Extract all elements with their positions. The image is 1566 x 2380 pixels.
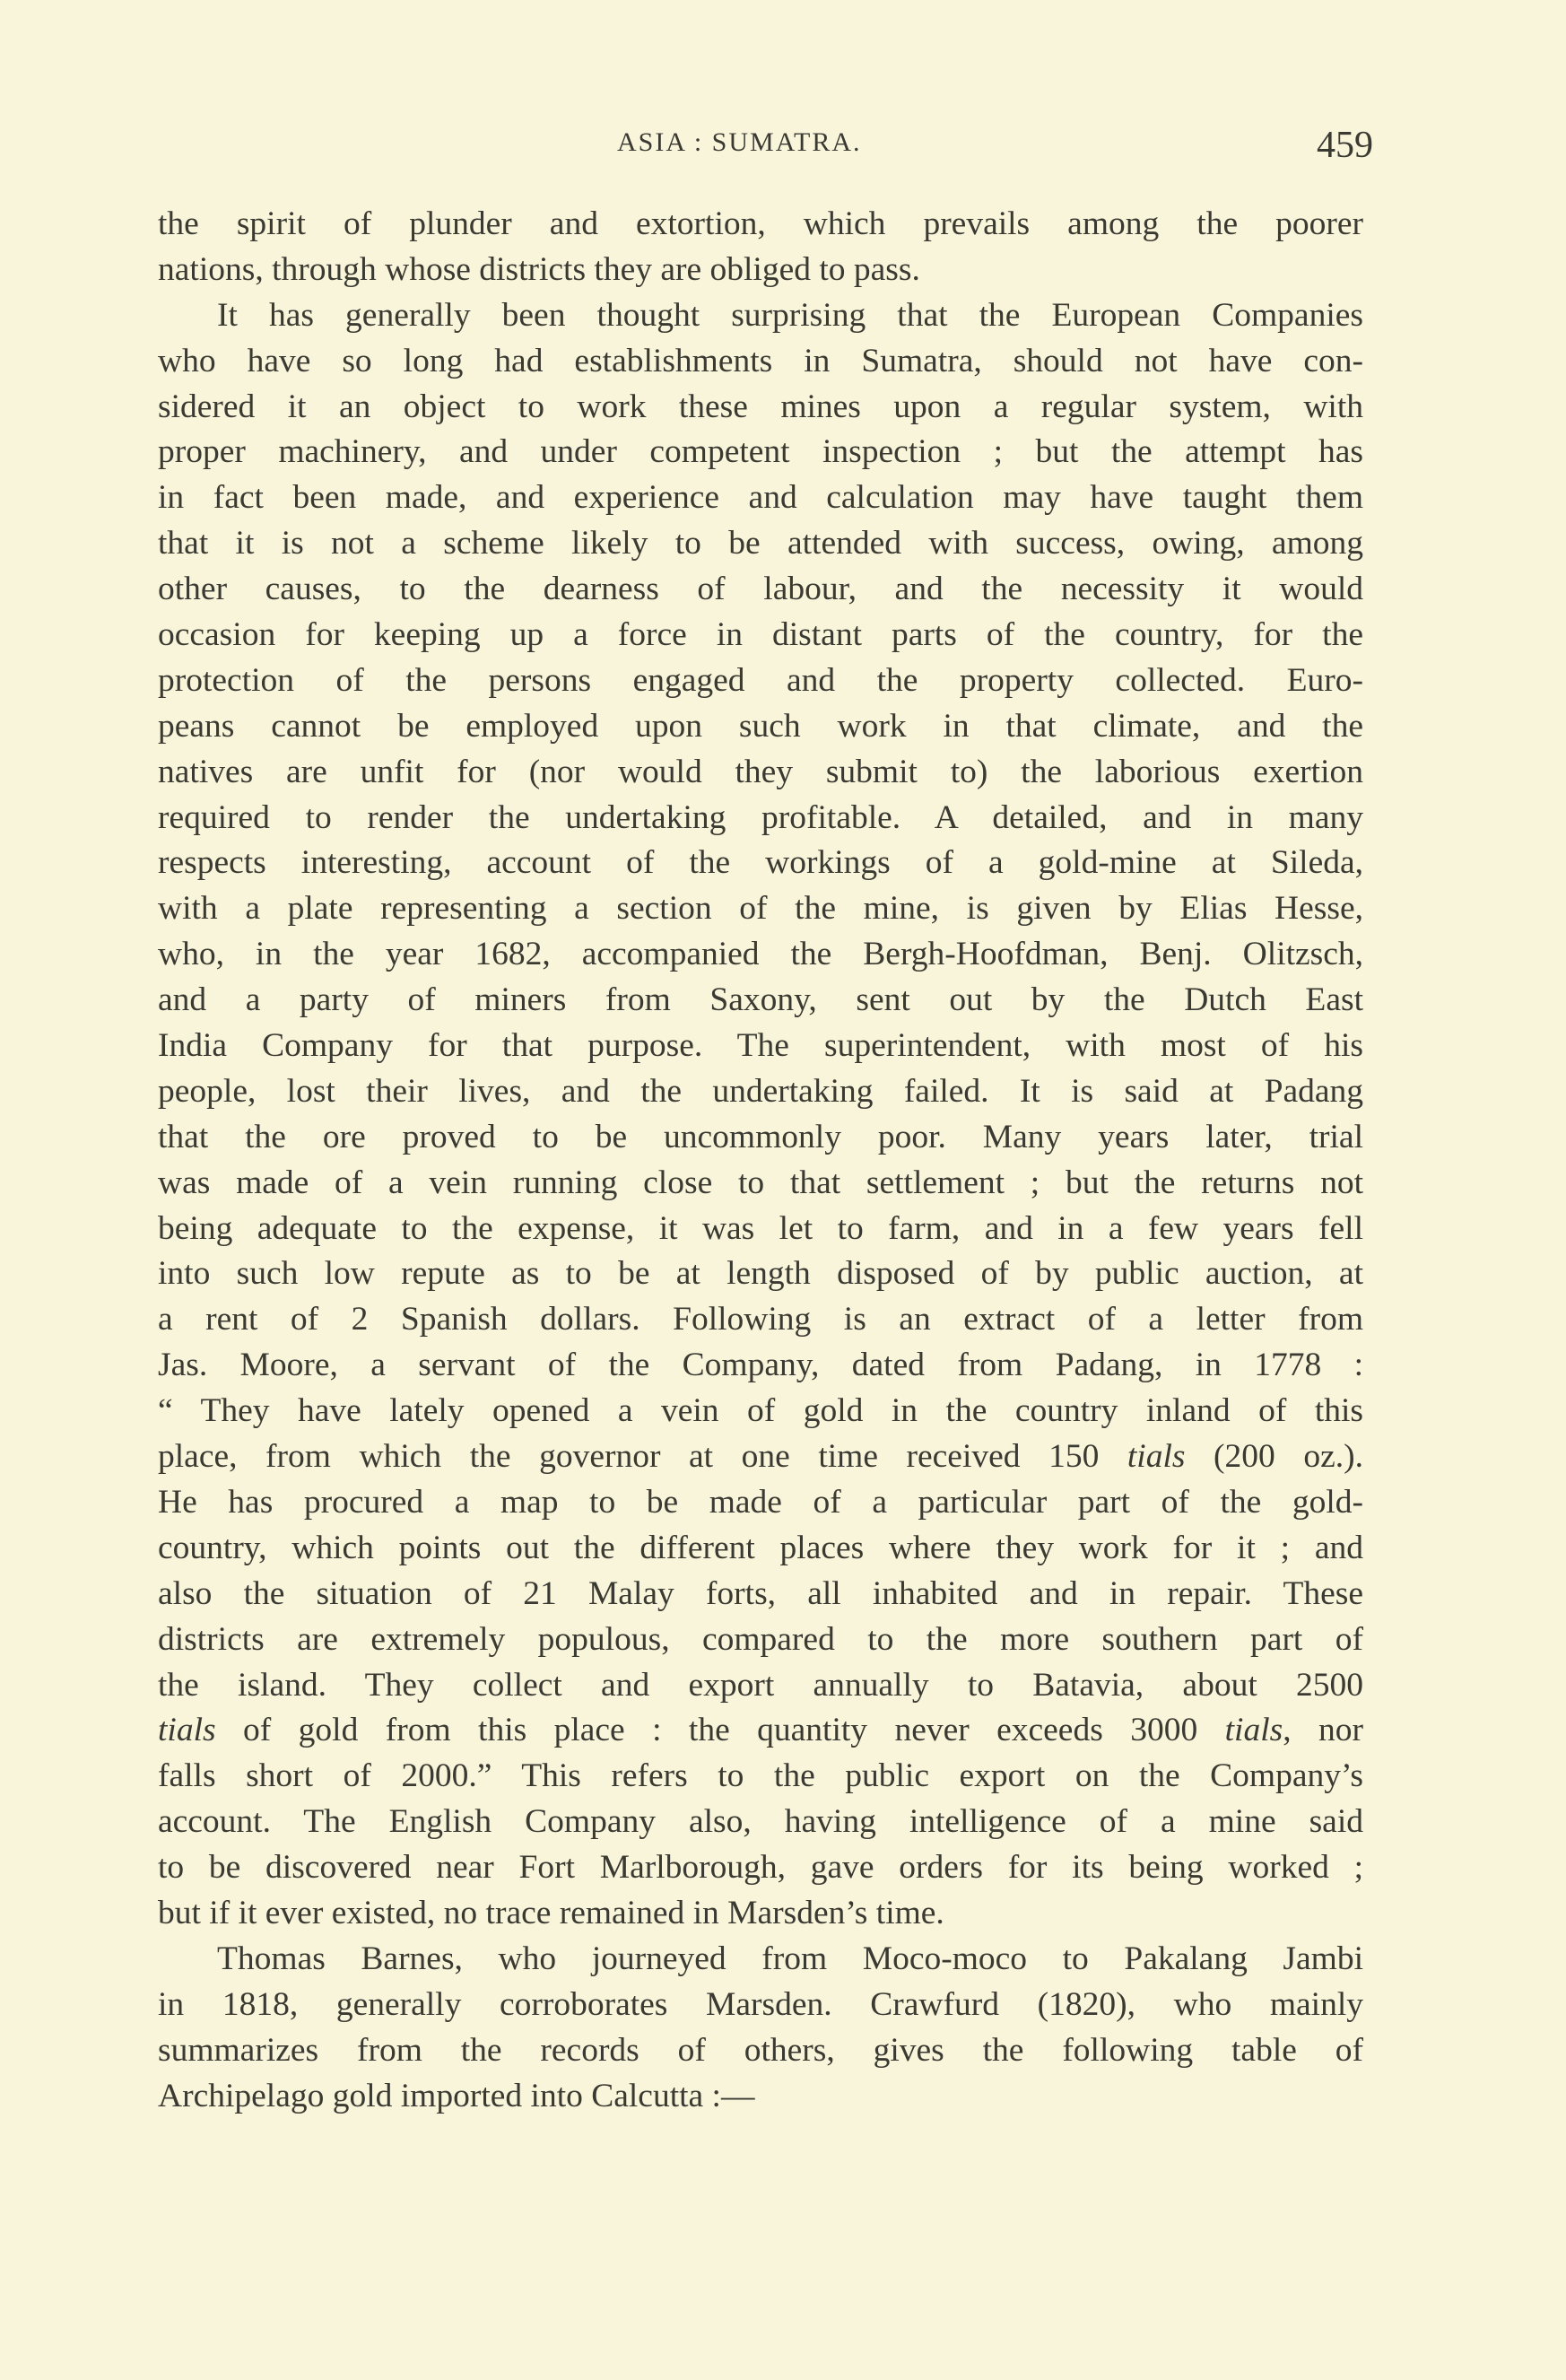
text-line: Archipelago gold imported into Calcutta :— [158,2077,755,2114]
text-line: districts are extremely populous, compared to the more southern part of [158,1620,1363,1658]
text-line: who have so long had establishments in Sumatra, should not have con- [158,342,1363,379]
text-line: who, in the year 1682, accompanied the Bergh-Hoofdman, Benj. Olitzsch, [158,936,1363,973]
text-line: being adequate to the expense, it was let to farm, and in a few years fell [158,1209,1363,1247]
text-line: proper machinery, and under competent inspection ; but the attempt has [158,433,1363,471]
text-line: Jas. Moore, a servant of the Company, dated from Padang, in 1778 : [158,1347,1363,1384]
text-run: (200 oz.). [1185,1438,1363,1476]
text-line: He has procured a map to be made of a particular part of the gold- [158,1483,1363,1521]
text-line: but if it ever existed, no trace remained in Marsden’s time. [158,1894,944,1931]
text-line: that the ore proved to be uncommonly poor. Many years later, trial [158,1118,1363,1155]
text-line [158,1708,1363,1754]
text-line: in fact been made, and experience and calculation may have taught them [158,479,1363,517]
text-line: was made of a vein running close to that settlement ; but the returns not [158,1164,1363,1201]
italic-term: tials [1224,1712,1283,1749]
text-line: India Company for that purpose. The superintendent, with most of his [158,1027,1363,1065]
text-line: people, lost their lives, and the undertaking failed. It is said at Padang [158,1072,1363,1110]
text-line: in 1818, generally corroborates Marsden. Crawfurd (1820), who mainly [158,1985,1363,2023]
text-line: natives are unfit for (nor would they submit to) the laborious exertion [158,753,1363,790]
text-line: falls short of 2000.” This refers to the public export on the Company’s [158,1757,1363,1795]
text-line: nations, through whose districts they are obliged to pass. [158,250,920,288]
text-line: the island. They collect and export annually to Batavia, about 2500 [158,1666,1363,1704]
running-title: ASIA : SUMATRA. [617,127,862,157]
text-line: occasion for keeping up a force in distant parts of the country, for the [158,616,1363,654]
text-line: with a plate representing a section of the mine, is given by Elias Hesse, [158,890,1363,928]
text-line: sidered it an object to work these mines upon a regular system, with [158,388,1363,425]
italic-term: tials [1127,1438,1186,1476]
text-line: other causes, to the dearness of labour, and the necessity it would [158,571,1363,608]
text-line: peans cannot be employed upon such work in that climate, and the [158,707,1363,745]
text-line [158,1434,1363,1480]
text-line: “ They have lately opened a vein of gold in the country inland of this [158,1392,1363,1430]
text-line: and a party of miners from Saxony, sent out by the Dutch East [158,981,1363,1019]
text-line: country, which points out the different places where they work for it ; and [158,1529,1363,1566]
page-number: 459 [1317,125,1373,166]
text-line: to be discovered near Fort Marlborough, gave orders for its being worked ; [158,1849,1363,1887]
body-text [158,202,1363,2119]
text-line: also the situation of 21 Malay forts, all inhabited and in repair. These [158,1574,1363,1612]
text-line: into such low repute as to be at length disposed of by public auction, at [158,1255,1363,1293]
text-line: respects interesting, account of the workings of a gold-mine at Sileda, [158,844,1363,882]
paragraph-first-line: It has generally been thought surprising that the European Companies [217,296,1363,334]
text-line: account. The English Company also, having intelligence of a mine said [158,1803,1363,1841]
text-line: a rent of 2 Spanish dollars. Following is an extract of a letter from [158,1301,1363,1338]
running-head [0,124,1566,169]
text-line: protection of the persons engaged and the property collected. Euro- [158,661,1363,699]
text-line: the spirit of plunder and extortion, which prevails among the poorer [158,205,1363,242]
text-line: that it is not a scheme likely to be attended with success, owing, among [158,525,1363,562]
paragraph-first-line: Thomas Barnes, who journeyed from Moco-moco to Pakalang Jambi [217,1940,1363,1977]
text-line: required to render the undertaking profitable. A detailed, and in many [158,798,1363,836]
text-line: summarizes from the records of others, gives the following table of [158,2031,1363,2069]
italic-term: tials [158,1712,216,1749]
text-run: , nor [1283,1712,1363,1749]
text-run: place, from which the governor at one time received 150 [158,1438,1127,1476]
text-run: of gold from this place : the quantity never exceeds 3000 [215,1712,1225,1749]
